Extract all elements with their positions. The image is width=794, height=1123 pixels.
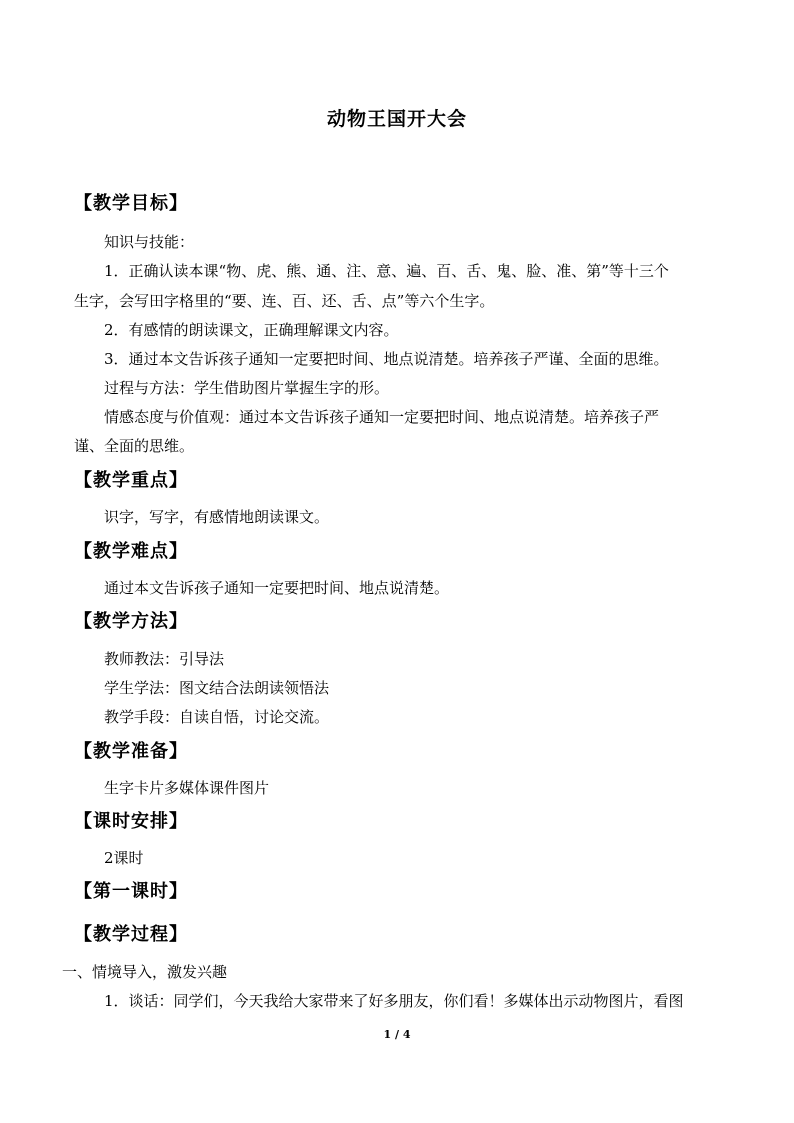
goals-line: 3．通过本文告诉孩子通知一定要把时间、地点说清楚。培养孩子严谨、全面的思维。 — [104, 350, 669, 368]
method-line: 学生学法：图文结合法朗读领悟法 — [104, 679, 330, 697]
goals-line: 2．有感情的朗读课文，正确理解课文内容。 — [104, 321, 399, 339]
section-heading-goals: 【教学目标】 — [74, 193, 188, 214]
schedule-text: 2课时 — [104, 849, 144, 867]
section-heading-process: 【教学过程】 — [74, 924, 188, 945]
process-line: 一、情境导入，激发兴趣 — [62, 963, 228, 981]
page-number: 1 / 4 — [383, 1028, 411, 1041]
section-heading-schedule: 【课时安排】 — [74, 811, 188, 832]
section-heading-prep: 【教学准备】 — [74, 741, 188, 762]
prep-text: 生字卡片多媒体课件图片 — [104, 779, 270, 797]
goals-line: 生字，会写田字格里的“要、连、百、还、舌、点”等六个生字。 — [74, 292, 495, 310]
difficulty-text: 通过本文告诉孩子通知一定要把时间、地点说清楚。 — [104, 579, 450, 597]
process-line: 1．谈话：同学们，今天我给大家带来了好多朋友，你们看！多媒体出示动物图片，看图 — [104, 992, 684, 1010]
section-heading-key: 【教学重点】 — [74, 470, 188, 491]
method-line: 教学手段：自读自悟，讨论交流。 — [104, 708, 330, 726]
goals-line: 谨、全面的思维。 — [74, 437, 195, 455]
method-line: 教师教法：引导法 — [104, 650, 225, 668]
section-heading-lesson1: 【第一课时】 — [74, 881, 188, 902]
document-title: 动物王国开大会 — [326, 108, 467, 130]
goals-line: 情感态度与价值观：通过本文告诉孩子通知一定要把时间、地点说清楚。培养孩子严 — [104, 408, 660, 426]
goals-line: 知识与技能： — [104, 233, 195, 251]
goals-line: 过程与方法：学生借助图片掌握生字的形。 — [104, 379, 390, 397]
section-heading-method: 【教学方法】 — [74, 611, 188, 632]
key-text: 识字，写字，有感情地朗读课文。 — [104, 508, 330, 526]
section-heading-difficulty: 【教学难点】 — [74, 541, 188, 562]
goals-line: 1．正确认读本课“物、虎、熊、通、注、意、遍、百、舌、鬼、脸、准、第”等十三个 — [104, 262, 669, 280]
